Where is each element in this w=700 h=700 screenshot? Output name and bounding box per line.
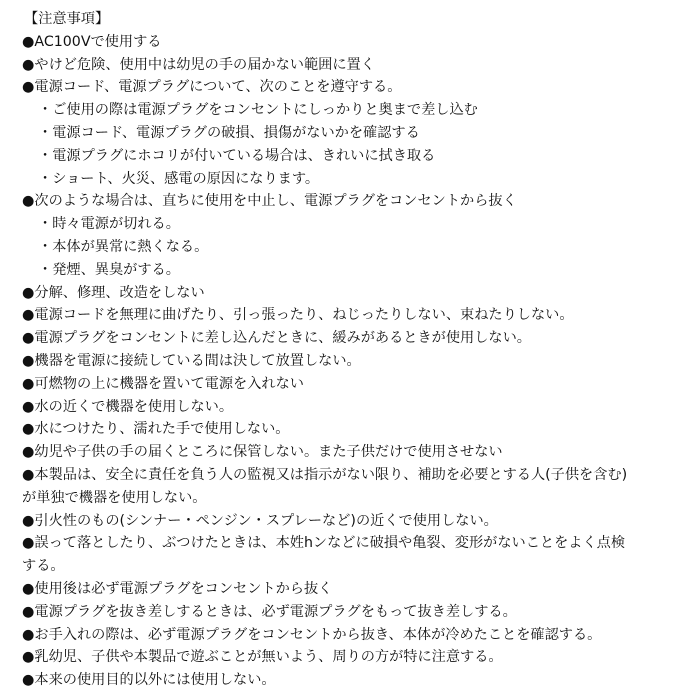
note-line: ●幼児や子供の手の届くところに保管しない。また子供だけで使用させない: [22, 444, 503, 461]
sub-note-line: ・電源コード、電源プラグの破損、損傷がないかを確認する: [38, 124, 420, 141]
safety-notes-document: [22, 8, 682, 692]
sub-note-line: ・時々電源が切れる。: [38, 216, 180, 233]
note-line: ●機器を電源に接続している間は決して放置しない。: [22, 352, 361, 369]
note-continuation-line: する。: [22, 558, 65, 575]
sub-note-line: ・ショート、火災、感電の原因になります。: [38, 170, 320, 187]
sub-note-line: ・発煙、異臭がする。: [38, 261, 180, 278]
sub-note-line: ・本体が異常に熱くなる。: [38, 238, 209, 255]
notes-list: [22, 31, 682, 692]
note-line: ●電源コード、電源プラグについて、次のことを遵守する。: [22, 79, 402, 96]
note-line: ●電源コードを無理に曲げたり、引っ張ったり、ねじったりしない、束ねたりしない。: [22, 307, 574, 324]
note-line: ●可燃物の上に機器を置いて電源を入れない: [22, 375, 304, 392]
note-line: ●水の近くで機器を使用しない。: [22, 398, 234, 415]
sub-note-line: ・ご使用の際は電源プラグをコンセントにしっかりと奥まで差し込む: [38, 102, 478, 119]
note-line: ●本来の使用目的以外には使用しない。: [22, 672, 276, 689]
note-line: ●お手入れの際は、必ず電源プラグをコンセントから抜き、本体が冷めたことを確認する。: [22, 626, 602, 643]
note-line: ●電源プラグをコンセントに差し込んだときに、緩みがあるときが使用しない。: [22, 330, 531, 347]
note-line: ●やけど危険、使用中は幼児の手の届かない範囲に置く: [22, 56, 375, 73]
note-continuation-line: が単独で機器を使用しない。: [22, 489, 207, 506]
note-line: ●本製品は、安全に責任を負う人の監視又は指示がない限り、補助を必要とする人(子供を含む): [22, 466, 628, 483]
note-line: ●水につけたり、濡れた手で使用しない。: [22, 421, 290, 438]
note-line: ●電源プラグを抜き差しするときは、必ず電源プラグをもって抜き差しする。: [22, 603, 517, 620]
note-line: ●分解、修理、改造をしない: [22, 284, 205, 301]
note-line: ●引火性のもの(シンナー・ペンジン・スプレーなど)の近くで使用しない。: [22, 512, 498, 529]
note-line: ●AC100Vで使用する: [22, 33, 162, 50]
sub-note-line: ・電源プラグにホコリが付いている場合は、きれいに拭き取る: [38, 147, 436, 164]
note-line: ●乳幼児、子供や本製品で遊ぶことが無いよう、周りの方が特に注意する。: [22, 649, 503, 666]
note-line: ●誤って落としたり、ぶつけたときは、本姓hンなどに破損や亀裂、変形がないことをよく点検: [22, 535, 626, 552]
note-line: ●次のような場合は、直ちに使用を中止し、電源プラグをコンセントから抜く: [22, 193, 517, 210]
note-line: ●使用後は必ず電源プラグをコンセントから抜く: [22, 580, 333, 597]
document-title: 【注意事項】: [24, 11, 110, 27]
